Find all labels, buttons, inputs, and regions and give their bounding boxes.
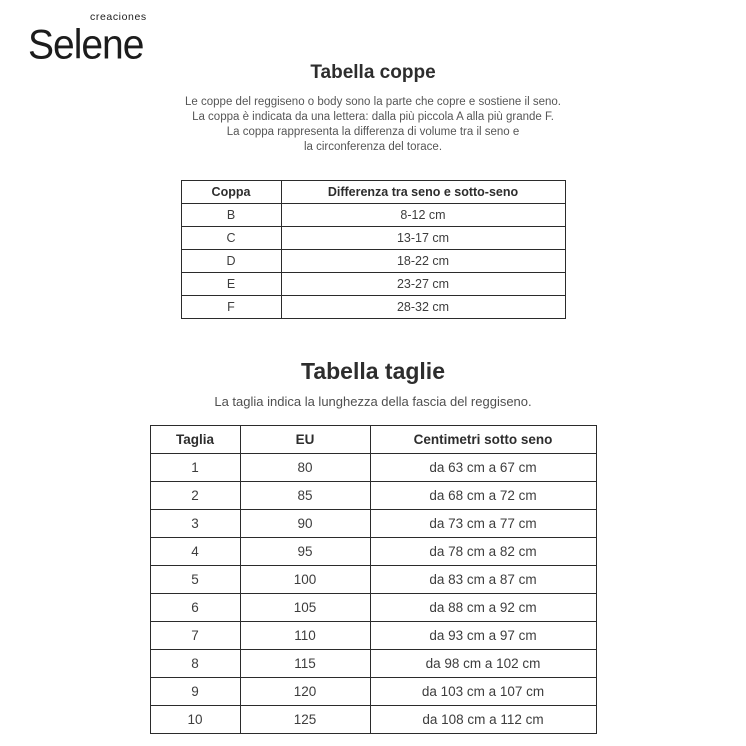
table-cell: E [181,273,281,296]
cup-table-description [0,95,746,155]
cup-description-line: La coppa rappresenta la differenza di volume tra il seno e [226,126,520,138]
table-cell: da 68 cm a 72 cm [370,482,596,510]
band-size-table [150,425,597,734]
table-cell: da 83 cm a 87 cm [370,566,596,594]
brand-logo-subtext: creaciones [90,11,147,23]
table-cell: da 63 cm a 67 cm [370,454,596,482]
table-row [150,678,596,706]
brand-logo-wordmark: Selene [28,21,144,68]
table-row [150,454,596,482]
table-cell: 105 [240,594,370,622]
column-header: Differenza tra seno e sotto-seno [281,181,565,204]
table-cell: 5 [150,566,240,594]
table-cell: da 73 cm a 77 cm [370,510,596,538]
table-cell: da 108 cm a 112 cm [370,706,596,734]
table-cell: da 98 cm a 102 cm [370,650,596,678]
table-row [181,296,565,319]
table-row [181,273,565,296]
table-cell: da 88 cm a 92 cm [370,594,596,622]
column-header: Coppa [181,181,281,204]
table-row [150,510,596,538]
table-cell: 8 [150,650,240,678]
table-row [150,482,596,510]
table-cell: 85 [240,482,370,510]
table-cell: 28-32 cm [281,296,565,319]
table-row [150,594,596,622]
size-table-header-row [150,426,596,454]
table-row [150,622,596,650]
table-cell: F [181,296,281,319]
table-row [150,706,596,734]
table-row [181,227,565,250]
table-cell: 1 [150,454,240,482]
table-cell: 23-27 cm [281,273,565,296]
column-header: EU [240,426,370,454]
size-table-description: La taglia indica la lunghezza della fascia del reggiseno. [214,394,532,409]
table-cell: 9 [150,678,240,706]
cup-description-line: la circonferenza del torace. [303,141,443,153]
brand-logo [28,11,147,68]
table-cell: 90 [240,510,370,538]
table-cell: 100 [240,566,370,594]
table-cell: B [181,204,281,227]
table-cell: da 103 cm a 107 cm [370,678,596,706]
table-cell: da 93 cm a 97 cm [370,622,596,650]
table-cell: 7 [150,622,240,650]
table-cell: 6 [150,594,240,622]
cup-table-header-row [181,181,565,204]
table-cell: 18-22 cm [281,250,565,273]
table-row [150,566,596,594]
table-cell: 110 [240,622,370,650]
table-cell: da 78 cm a 82 cm [370,538,596,566]
table-row [150,650,596,678]
size-table-title: Tabella taglie [300,358,445,384]
table-cell: 3 [150,510,240,538]
table-row [150,538,596,566]
table-cell: 10 [150,706,240,734]
cup-description-line: La coppa è indicata da una lettera: dalla più piccola A alla più grande F. [192,111,554,123]
table-cell: 80 [240,454,370,482]
column-header: Taglia [150,426,240,454]
cup-table-title: Tabella coppe [310,62,436,83]
cup-size-table [181,180,566,319]
table-row [181,250,565,273]
column-header: Centimetri sotto seno [370,426,596,454]
table-cell: 2 [150,482,240,510]
table-cell: 120 [240,678,370,706]
cup-description-line: Le coppe del reggiseno o body sono la parte che copre e sostiene il seno. [185,96,561,108]
table-cell: 115 [240,650,370,678]
table-cell: D [181,250,281,273]
table-cell: 13-17 cm [281,227,565,250]
table-row [181,204,565,227]
table-cell: 125 [240,706,370,734]
table-cell: 95 [240,538,370,566]
table-cell: 8-12 cm [281,204,565,227]
table-cell: C [181,227,281,250]
table-cell: 4 [150,538,240,566]
